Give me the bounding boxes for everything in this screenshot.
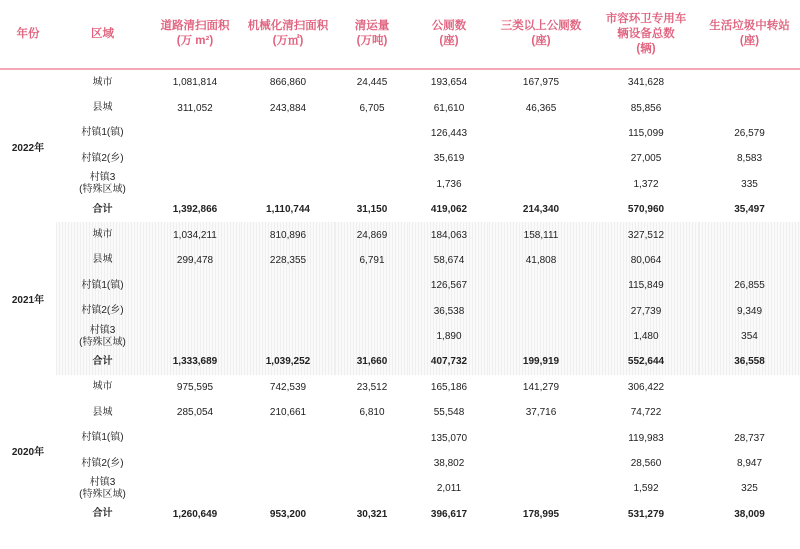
year-group-2021年 bbox=[0, 222, 800, 374]
vehicles-cell: 1,480 bbox=[593, 324, 699, 349]
vehicles-cell: 115,849 bbox=[593, 273, 699, 298]
header-unit: (万吨) bbox=[356, 35, 388, 47]
clearance-volume-cell bbox=[335, 476, 409, 501]
clearance-volume-cell bbox=[335, 172, 409, 197]
clearance-volume-cell: 6,791 bbox=[335, 248, 409, 273]
area-cell bbox=[56, 95, 149, 120]
header-road-sweep-area bbox=[149, 0, 241, 69]
class3-toilets-cell bbox=[489, 299, 593, 324]
year-cell: 2022年 bbox=[11, 142, 45, 154]
public-toilets-cell: 55,548 bbox=[433, 407, 465, 419]
road-sweep-area-cell bbox=[149, 299, 241, 324]
area-label: 合计 bbox=[92, 203, 113, 215]
area-cell bbox=[56, 121, 149, 146]
area-cell bbox=[56, 222, 149, 247]
clearance-volume-cell bbox=[335, 299, 409, 324]
area-label: 合计 bbox=[92, 508, 113, 520]
year-cell: 2021年 bbox=[0, 222, 56, 374]
area-label: 城市 bbox=[92, 76, 113, 88]
vehicles-cell: 341,628 bbox=[627, 77, 665, 89]
total-row bbox=[0, 502, 800, 527]
table-row bbox=[0, 95, 800, 120]
area-cell bbox=[56, 146, 149, 171]
vehicles-cell: 570,960 bbox=[627, 204, 665, 216]
vehicles-cell: 28,560 bbox=[630, 458, 662, 470]
mechanized-sweep-area-cell: 742,539 bbox=[269, 381, 307, 393]
area-cell bbox=[56, 197, 149, 222]
mechanized-sweep-area-cell bbox=[241, 451, 335, 476]
header-unit: (万㎡) bbox=[272, 35, 304, 47]
header-class3-toilets bbox=[489, 0, 593, 69]
road-sweep-area-cell: 1,392,866 bbox=[172, 204, 218, 216]
road-sweep-area-cell bbox=[149, 146, 241, 171]
road-sweep-area-cell bbox=[149, 476, 241, 501]
mechanized-sweep-area-cell: 1,039,252 bbox=[241, 349, 335, 374]
table-row bbox=[0, 425, 800, 450]
road-sweep-area-cell: 1,260,649 bbox=[172, 508, 218, 520]
table-header bbox=[0, 0, 800, 69]
road-sweep-area-cell: 1,333,689 bbox=[149, 349, 241, 374]
mechanized-sweep-area-cell bbox=[241, 121, 335, 146]
area-label: 村镇2(乡) bbox=[81, 152, 124, 164]
clearance-volume-cell bbox=[335, 146, 409, 171]
mechanized-sweep-area-cell bbox=[241, 273, 335, 298]
header-unit: (万 m²) bbox=[176, 35, 214, 47]
road-sweep-area-cell: 299,478 bbox=[149, 248, 241, 273]
class3-toilets-cell: 158,111 bbox=[489, 222, 593, 247]
clearance-volume-cell: 31,150 bbox=[356, 204, 388, 216]
area-cell bbox=[56, 273, 149, 298]
area-label: 县城 bbox=[92, 406, 113, 418]
header-area bbox=[56, 0, 149, 69]
clearance-volume-cell bbox=[335, 121, 409, 146]
header-unit: (座) bbox=[531, 35, 551, 47]
transfer-stations-cell: 335 bbox=[741, 178, 758, 190]
area-cell bbox=[56, 375, 149, 400]
header-unit: (辆) bbox=[636, 42, 656, 55]
transfer-stations-cell: 325 bbox=[741, 483, 758, 495]
area-label: 城市 bbox=[92, 381, 113, 393]
area-label: 县城 bbox=[92, 102, 113, 114]
public-toilets-cell: 36,538 bbox=[409, 299, 489, 324]
vehicles-cell: 119,983 bbox=[628, 432, 664, 444]
road-sweep-area-cell: 311,052 bbox=[177, 102, 213, 114]
transfer-stations-cell: 26,579 bbox=[734, 127, 765, 139]
class3-toilets-cell bbox=[489, 273, 593, 298]
year-group-2022年 bbox=[0, 69, 800, 222]
total-row bbox=[0, 349, 800, 374]
vehicles-cell: 1,592 bbox=[633, 483, 659, 495]
area-label: 城市 bbox=[92, 229, 113, 241]
header-label: 清运量 bbox=[354, 20, 390, 32]
header-label: 区域 bbox=[91, 27, 114, 40]
transfer-stations-cell: 35,497 bbox=[734, 204, 765, 216]
class3-toilets-cell: 214,340 bbox=[522, 204, 560, 216]
mechanized-sweep-area-cell bbox=[241, 146, 335, 171]
area-cell bbox=[56, 476, 149, 501]
vehicles-cell: 27,005 bbox=[630, 153, 662, 165]
class3-toilets-cell: 46,365 bbox=[525, 102, 557, 114]
vehicles-cell: 531,279 bbox=[627, 508, 665, 520]
mechanized-sweep-area-cell bbox=[241, 425, 335, 450]
road-sweep-area-cell: 285,054 bbox=[176, 407, 214, 419]
table-row bbox=[0, 121, 800, 146]
vehicles-cell: 1,372 bbox=[633, 178, 659, 190]
transfer-stations-cell bbox=[699, 95, 800, 120]
area-cell bbox=[56, 172, 149, 197]
transfer-stations-cell bbox=[699, 248, 800, 273]
mechanized-sweep-area-cell bbox=[241, 476, 335, 501]
header-label: 市容环卫专用车辆设备总数 bbox=[605, 12, 687, 40]
class3-toilets-cell: 167,975 bbox=[522, 77, 560, 89]
table-row bbox=[0, 375, 800, 400]
vehicles-cell: 552,644 bbox=[593, 349, 699, 374]
transfer-stations-cell: 36,558 bbox=[699, 349, 800, 374]
area-label: 村镇1(镇) bbox=[81, 432, 124, 444]
class3-toilets-cell: 199,919 bbox=[489, 349, 593, 374]
public-toilets-cell: 396,617 bbox=[430, 508, 468, 520]
area-cell bbox=[56, 324, 149, 349]
vehicles-cell: 27,739 bbox=[593, 299, 699, 324]
road-sweep-area-cell bbox=[149, 273, 241, 298]
transfer-stations-cell: 8,583 bbox=[736, 153, 763, 165]
area-cell bbox=[56, 400, 149, 425]
area-label: 村镇2(乡) bbox=[81, 457, 124, 469]
mechanized-sweep-area-cell: 210,661 bbox=[269, 407, 307, 419]
area-label: 村镇1(镇) bbox=[81, 127, 124, 139]
road-sweep-area-cell bbox=[149, 324, 241, 349]
public-toilets-cell: 38,802 bbox=[433, 458, 465, 470]
header-label: 年份 bbox=[16, 27, 40, 40]
table-row bbox=[0, 299, 800, 324]
header-row bbox=[0, 0, 800, 69]
total-row bbox=[0, 197, 800, 222]
mechanized-sweep-area-cell: 953,200 bbox=[269, 508, 307, 520]
public-toilets-cell: 126,567 bbox=[409, 273, 489, 298]
public-toilets-cell: 135,070 bbox=[430, 432, 468, 444]
transfer-stations-cell: 8,947 bbox=[736, 458, 763, 470]
header-label: 机械化清扫面积 bbox=[247, 20, 329, 32]
class3-toilets-cell bbox=[489, 451, 593, 476]
area-cell bbox=[56, 425, 149, 450]
mechanized-sweep-area-cell bbox=[241, 172, 335, 197]
transfer-stations-cell bbox=[699, 222, 800, 247]
clearance-volume-cell bbox=[335, 451, 409, 476]
area-cell bbox=[56, 349, 149, 374]
area-cell bbox=[56, 69, 149, 95]
vehicles-cell: 74,722 bbox=[630, 407, 662, 419]
area-cell bbox=[56, 299, 149, 324]
header-label: 道路清扫面积 bbox=[160, 20, 230, 32]
public-toilets-cell: 2,011 bbox=[436, 483, 462, 495]
area-label: 县城 bbox=[92, 254, 113, 266]
transfer-stations-cell: 38,009 bbox=[734, 508, 765, 520]
area-label: 合计 bbox=[92, 355, 113, 367]
class3-toilets-cell: 37,716 bbox=[525, 407, 557, 419]
area-cell bbox=[56, 502, 149, 527]
header-unit: (座) bbox=[739, 35, 760, 47]
area-label: 村镇3 bbox=[89, 476, 116, 488]
public-toilets-cell: 58,674 bbox=[409, 248, 489, 273]
road-sweep-area-cell bbox=[149, 451, 241, 476]
transfer-stations-cell bbox=[699, 375, 800, 400]
public-toilets-cell: 419,062 bbox=[430, 204, 468, 216]
year-cell: 2020年 bbox=[11, 447, 45, 459]
road-sweep-area-cell: 1,034,211 bbox=[149, 222, 241, 247]
area-label: 村镇2(乡) bbox=[81, 305, 124, 317]
area-sublabel: (特殊区域) bbox=[79, 184, 126, 196]
header-label: 公厕数 bbox=[431, 20, 467, 32]
area-label: 村镇3 bbox=[89, 324, 116, 336]
table-row bbox=[0, 476, 800, 501]
vehicles-cell: 327,512 bbox=[593, 222, 699, 247]
table-row bbox=[0, 172, 800, 197]
area-cell bbox=[56, 248, 149, 273]
public-toilets-cell: 61,610 bbox=[433, 102, 465, 114]
public-toilets-cell: 1,890 bbox=[409, 324, 489, 349]
public-toilets-cell: 126,443 bbox=[430, 127, 468, 139]
area-label: 村镇3 bbox=[89, 172, 116, 184]
road-sweep-area-cell: 1,081,814 bbox=[172, 77, 218, 89]
table-row bbox=[0, 222, 800, 247]
class3-toilets-cell bbox=[489, 172, 593, 197]
clearance-volume-cell bbox=[335, 425, 409, 450]
table-row bbox=[0, 248, 800, 273]
mechanized-sweep-area-cell: 243,884 bbox=[269, 102, 307, 114]
road-sweep-area-cell: 975,595 bbox=[176, 381, 214, 393]
transfer-stations-cell bbox=[699, 400, 800, 425]
public-toilets-cell: 184,063 bbox=[409, 222, 489, 247]
class3-toilets-cell bbox=[489, 121, 593, 146]
clearance-volume-cell bbox=[335, 273, 409, 298]
mechanized-sweep-area-cell: 1,110,744 bbox=[266, 204, 310, 216]
area-sublabel: (特殊区域) bbox=[79, 336, 126, 348]
transfer-stations-cell: 9,349 bbox=[699, 299, 800, 324]
table-row bbox=[0, 273, 800, 298]
clearance-volume-cell: 24,445 bbox=[356, 77, 388, 89]
mechanized-sweep-area-cell: 866,860 bbox=[269, 77, 307, 89]
clearance-volume-cell: 24,869 bbox=[335, 222, 409, 247]
area-sublabel: (特殊区域) bbox=[79, 488, 126, 500]
table-row bbox=[0, 69, 800, 95]
public-toilets-cell: 407,732 bbox=[409, 349, 489, 374]
public-toilets-cell: 35,619 bbox=[433, 153, 465, 165]
public-toilets-cell: 1,736 bbox=[436, 178, 462, 190]
clearance-volume-cell bbox=[335, 324, 409, 349]
header-label: 三类以上公厕数 bbox=[500, 20, 582, 32]
class3-toilets-cell: 41,808 bbox=[489, 248, 593, 273]
header-label: 生活垃圾中转站 bbox=[709, 20, 790, 32]
header-sanitation-vehicles bbox=[593, 0, 699, 69]
area-cell bbox=[56, 451, 149, 476]
header-transfer-stations bbox=[699, 0, 800, 69]
road-sweep-area-cell bbox=[149, 425, 241, 450]
road-sweep-area-cell bbox=[149, 172, 241, 197]
vehicles-cell: 80,064 bbox=[593, 248, 699, 273]
class3-toilets-cell: 141,279 bbox=[522, 381, 560, 393]
mechanized-sweep-area-cell bbox=[241, 299, 335, 324]
year-group-2020年 bbox=[0, 375, 800, 527]
table-row bbox=[0, 324, 800, 349]
clearance-volume-cell: 6,810 bbox=[359, 407, 385, 419]
clearance-volume-cell: 30,321 bbox=[356, 508, 388, 520]
table-row bbox=[0, 451, 800, 476]
clearance-volume-cell: 6,705 bbox=[359, 102, 385, 114]
class3-toilets-cell bbox=[489, 146, 593, 171]
public-toilets-cell: 193,654 bbox=[430, 77, 468, 89]
class3-toilets-cell bbox=[489, 425, 593, 450]
transfer-stations-cell bbox=[699, 69, 800, 95]
transfer-stations-cell: 28,737 bbox=[734, 432, 765, 444]
mechanized-sweep-area-cell bbox=[241, 324, 335, 349]
clearance-volume-cell: 23,512 bbox=[356, 381, 388, 393]
transfer-stations-cell: 354 bbox=[699, 324, 800, 349]
class3-toilets-cell: 178,995 bbox=[522, 508, 560, 520]
header-clearance-volume bbox=[335, 0, 409, 69]
header-year bbox=[0, 0, 56, 69]
table-row bbox=[0, 400, 800, 425]
public-toilets-cell: 165,186 bbox=[430, 381, 468, 393]
table-row bbox=[0, 146, 800, 171]
class3-toilets-cell bbox=[489, 476, 593, 501]
mechanized-sweep-area-cell: 810,896 bbox=[241, 222, 335, 247]
vehicles-cell: 306,422 bbox=[627, 381, 665, 393]
vehicles-cell: 115,099 bbox=[628, 127, 664, 139]
road-sweep-area-cell bbox=[149, 121, 241, 146]
mechanized-sweep-area-cell: 228,355 bbox=[241, 248, 335, 273]
vehicles-cell: 85,856 bbox=[630, 102, 662, 114]
area-label: 村镇1(镇) bbox=[81, 279, 124, 291]
class3-toilets-cell bbox=[489, 324, 593, 349]
header-mechanized-sweep-area bbox=[241, 0, 335, 69]
header-public-toilets bbox=[409, 0, 489, 69]
transfer-stations-cell: 26,855 bbox=[699, 273, 800, 298]
clearance-volume-cell: 31,660 bbox=[335, 349, 409, 374]
header-unit: (座) bbox=[439, 35, 459, 47]
